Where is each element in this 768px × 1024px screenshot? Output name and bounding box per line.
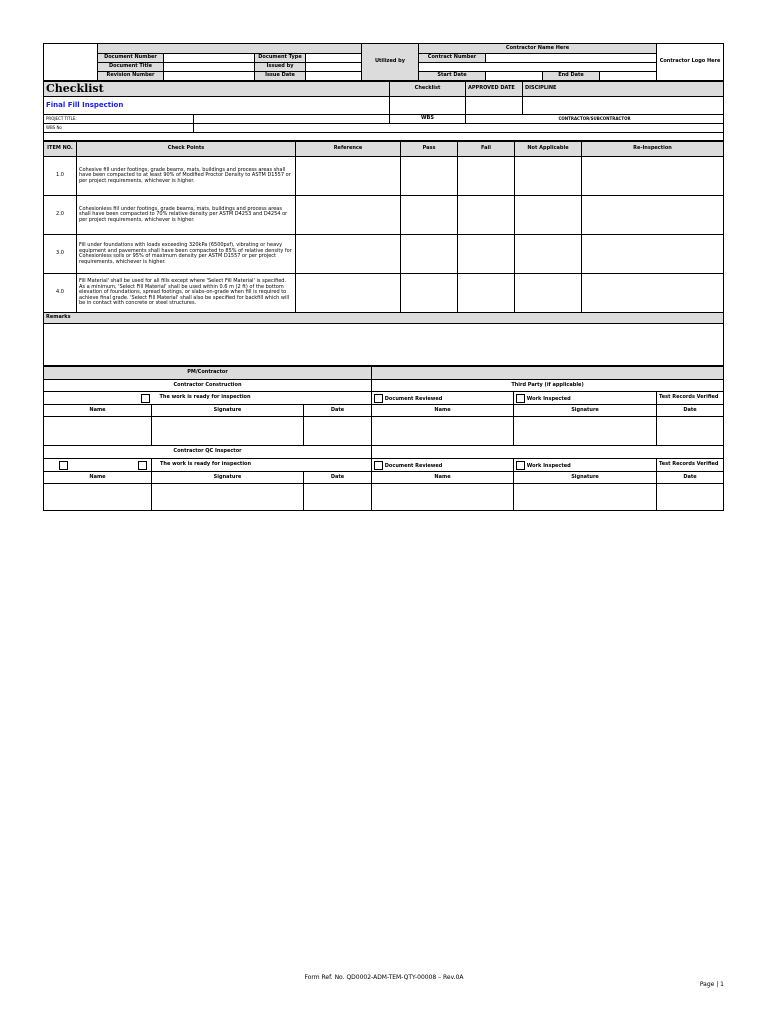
header-table [43,43,724,81]
wbs-no-label: WBS No [44,124,194,133]
date-col: Date [657,472,724,484]
discipline-label: DISCIPLINE [523,82,724,97]
approved-date-field[interactable] [466,97,523,115]
work-inspected-label: Work Inspected [526,395,571,402]
name-col: Name [44,472,152,484]
check-point-text: Cohesive fill under footings, grade beams, mats, buildings and process areas shall have been compacted to at least 90% of Modified Proctor Density to ASTM D1557 or per project requirements, whichever is higher. [77,157,296,196]
signature-col: Signature [152,405,304,417]
reference-cell[interactable] [296,196,401,235]
na-cell[interactable] [515,274,582,313]
wbs-label: WBS [390,115,466,124]
spacer-row [44,133,724,141]
end-date-label: End Date [543,72,600,81]
na-cell[interactable] [515,196,582,235]
issued-by-field[interactable] [306,63,362,72]
col-re-inspection: Re-Inspection [582,142,724,157]
qc-test-records-label: Test Records Verified [659,461,719,468]
item-number: 3.0 [44,235,77,274]
check-point-text: Fill Material' shall be used for all fills except where 'Select Fill Material' is specified. As a minimum, 'Select Fill Material' shall be used within 0.6 m (2 ft) of the bottom elevation of foundations, spread footings, or slabs-on-grade when fill is required to achieve final grade. 'Select Fill Material' shall also be specified for backfill which will be in contact with concrete or steel structures. [77,274,296,313]
page-title: Checklist [44,82,390,97]
remarks-field[interactable] [44,324,724,366]
signature-col: Signature [514,405,657,417]
reference-cell[interactable] [296,157,401,196]
checklist-form [43,43,723,511]
qc-work-inspected-checkbox[interactable] [516,461,525,470]
date-field[interactable] [304,417,372,446]
na-cell[interactable] [515,235,582,274]
contract-blank[interactable] [419,63,657,72]
checklist-col-label: Checklist [390,82,466,97]
doc-number-label: Document Number [98,54,164,63]
project-title-field[interactable] [194,115,390,124]
item-number: 4.0 [44,274,77,313]
col-reference: Reference [296,142,401,157]
signature-field[interactable] [152,417,304,446]
issued-by-label: Issued by [255,63,306,72]
contract-number-field[interactable] [486,54,657,63]
qc-blank [372,446,724,459]
name-field[interactable] [372,417,514,446]
contract-number-label: Contract Number [419,54,486,63]
end-date-field[interactable] [600,72,657,81]
pass-cell[interactable] [401,274,458,313]
pm-contractor-heading: PM/Contractor [44,367,372,380]
table-row [44,274,724,313]
name-col: Name [372,405,514,417]
checklist-field[interactable] [390,97,466,115]
col-pass: Pass [401,142,458,157]
utilized-by-label: Utilized by [362,44,419,81]
issue-date-label: Issue Date [255,72,306,81]
signoff-table [43,366,724,511]
pass-cell[interactable] [401,196,458,235]
qc-doc-reviewed-checkbox[interactable] [374,461,383,470]
col-check-points: Check Points [77,142,296,157]
doc-reviewed-label: Document Reviewed [384,395,443,402]
date-col: Date [304,405,372,417]
contractor-logo: Contractor Logo Here [657,44,724,81]
item-number: 1.0 [44,157,77,196]
qc-doc-reviewed-label: Document Reviewed [384,462,443,469]
doc-title-label: Document Title [98,63,164,72]
reinspection-cell[interactable] [582,274,724,313]
reference-cell[interactable] [296,235,401,274]
signature-field[interactable] [152,484,304,511]
contractor-sub-label: CONTRACTOR/SUBCONTRACTOR [466,115,724,124]
fail-cell[interactable] [458,196,515,235]
col-item-no: ITEM NO. [44,142,77,157]
work-inspected-checkbox[interactable] [516,394,525,403]
fail-cell[interactable] [458,235,515,274]
date-field[interactable] [304,484,372,511]
table-row [44,196,724,235]
qc-checkbox-a[interactable] [59,461,68,470]
table-row [44,157,724,196]
pm-blank [372,367,724,380]
qc-checkbox-b[interactable] [138,461,147,470]
approved-date-label: APPROVED DATE [466,82,523,97]
wbs-no-field[interactable] [194,124,724,133]
date-col: Date [657,405,724,417]
doc-type-field[interactable] [306,54,362,63]
signature-field[interactable] [514,417,657,446]
name-col: Name [372,472,514,484]
name-field[interactable] [44,417,152,446]
pass-cell[interactable] [401,235,458,274]
ready-checkbox[interactable] [141,394,150,403]
start-date-label: Start Date [419,72,486,81]
fail-cell[interactable] [458,157,515,196]
date-field[interactable] [657,417,724,446]
discipline-field[interactable] [523,97,724,115]
doc-number-field[interactable] [164,54,255,63]
col-fail: Fail [458,142,515,157]
title-table [43,81,724,141]
qc-work-inspected-label: Work Inspected [526,462,571,469]
inspection-subtitle: Final Fill Inspection [44,97,390,115]
check-point-text: Fill under foundations with loads exceeding 320kPa (6500psf), vibrating or heavy equipment and pavements shall have been compacted to 85% of relative density for Cohesionless soils or 95% of maximum density per ASTM D1557 or per project requirements, whichever is higher. [77,235,296,274]
header-blank [44,44,98,81]
test-records-label: Test Records Verified [659,394,719,401]
table-row [44,235,724,274]
doc-type-label: Document Type [255,54,306,63]
form-reference: Form Ref. No. QD0002-ADM-TEM-QTY-00008 – Rev.0A [304,974,464,981]
fail-cell[interactable] [458,274,515,313]
signature-col: Signature [152,472,304,484]
doc-reviewed-checkbox[interactable] [374,394,383,403]
revision-label: Revision Number [98,72,164,81]
date-field[interactable] [657,484,724,511]
issue-date-field[interactable] [306,72,362,81]
name-field[interactable] [44,484,152,511]
contractor-name: Contractor Name Here [419,44,657,54]
name-col: Name [44,405,152,417]
item-number: 2.0 [44,196,77,235]
name-field[interactable] [372,484,514,511]
start-date-field[interactable] [486,72,543,81]
project-title-label: PROJECT TITLE: [44,115,194,124]
date-col: Date [304,472,372,484]
qc-inspector-heading: Contractor QC Inspector [44,446,372,459]
signature-field[interactable] [514,484,657,511]
reference-cell[interactable] [296,274,401,313]
checkpoints-table [43,141,724,366]
page-number: Page | 1 [699,981,724,988]
pass-cell[interactable] [401,157,458,196]
third-party-heading: Third Party (if applicable) [372,380,724,392]
qc-ready-label: The work is ready for inspection [152,459,372,472]
reinspection-cell[interactable] [582,235,724,274]
signature-col: Signature [514,472,657,484]
reinspection-cell[interactable] [582,157,724,196]
check-point-text: Cohesionless fill under footings, grade beams, mats, buildings and process areas shall have been compacted to 70% relative density per ASTM D4253 and D4254 or per project requirements, whichever is higher. [77,196,296,235]
contractor-construction-heading: Contractor Construction [44,380,372,392]
reinspection-cell[interactable] [582,196,724,235]
revision-field[interactable] [164,72,255,81]
na-cell[interactable] [515,157,582,196]
doc-title-field[interactable] [164,63,255,72]
col-not-applicable: Not Applicable [515,142,582,157]
ready-label: The work is ready for inspection [152,392,372,405]
remarks-label: Remarks [44,313,724,324]
